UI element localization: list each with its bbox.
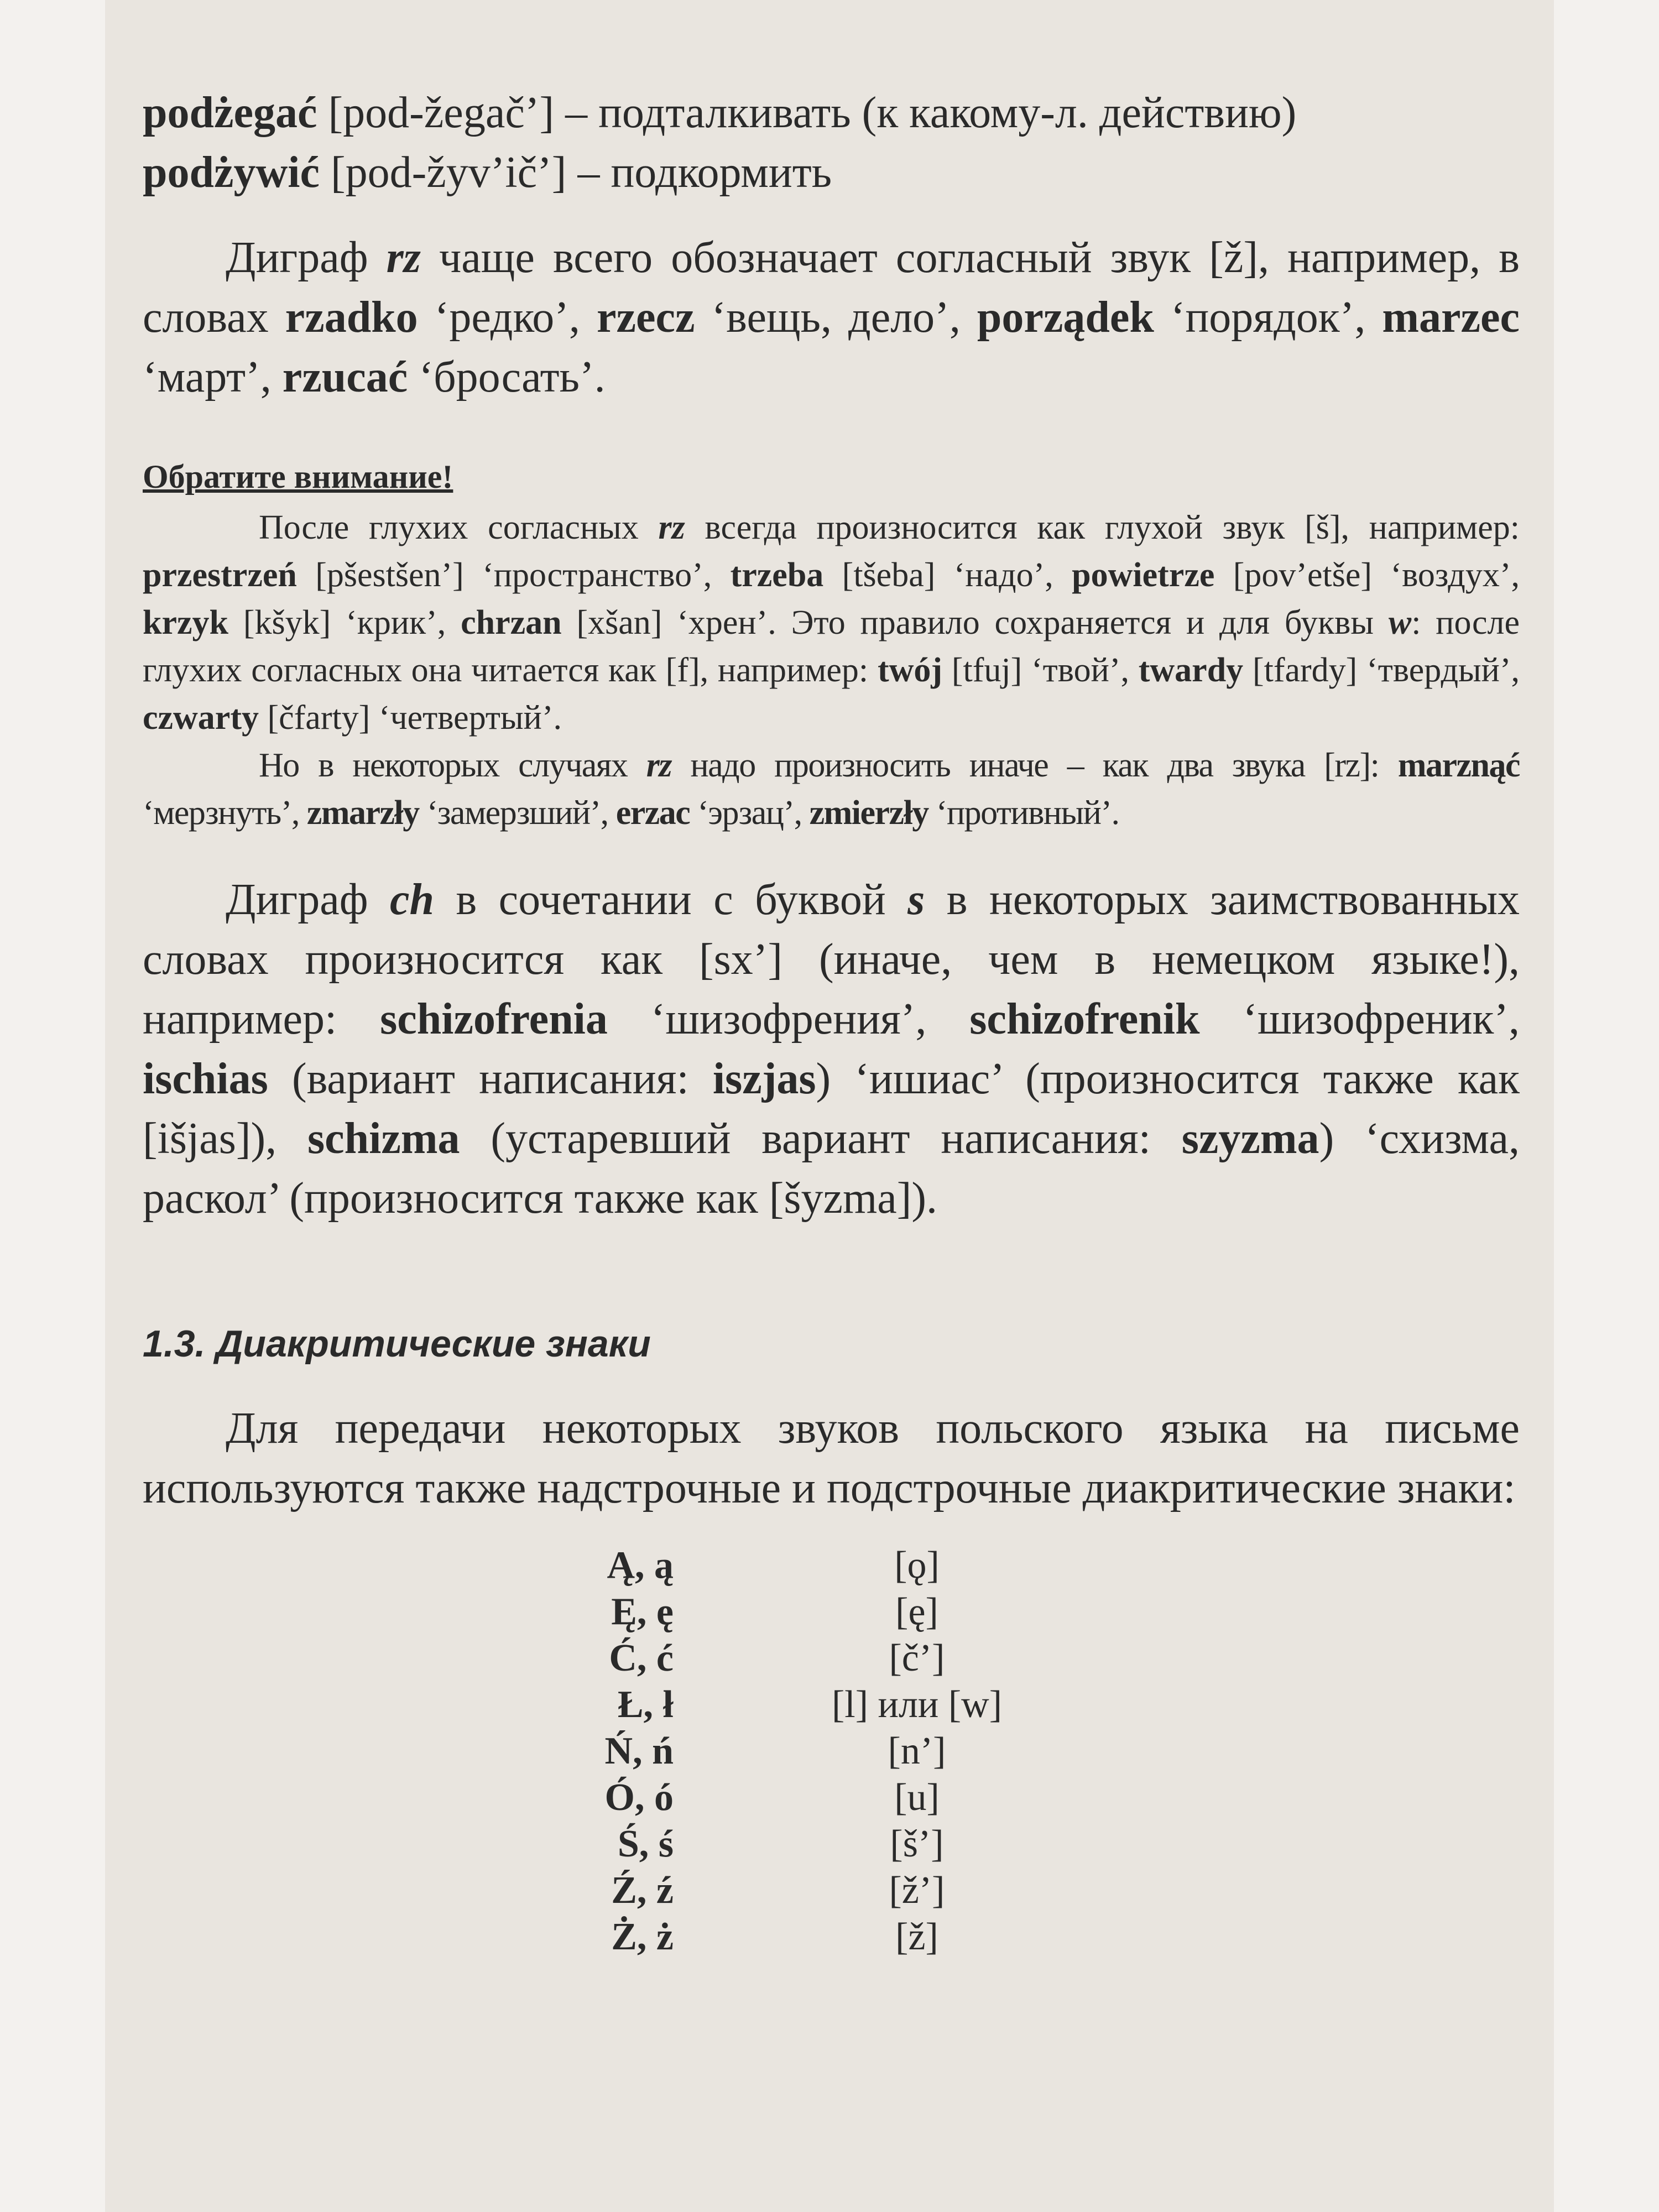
section-intro: Для передачи некоторых звуков польского языка на письме используются также надстрочные и подстрочные диакритические знаки: xyxy=(143,1404,1520,1512)
paragraph-ch: Диграф ch в сочетании с буквой s в некоторых заимствованных словах произносится как [sx’] (иначе, чем в немецком языке!), например: schizofrenia ‘шизофрения’, schizofrenik ‘шизофреник’, ischias (вариант написания: iszjas) ‘ишиас’ (произносится также как [išjas]), schizma (устаревший вариант написания: szyzma) ‘схизма, раскол’ (произносится также как [šyzma]). xyxy=(143,875,1520,1223)
letter-pair: Ą, ą xyxy=(607,1544,674,1587)
letter-pair: Ń, ń xyxy=(604,1730,674,1772)
text-column xyxy=(143,83,1520,1960)
table-row xyxy=(143,1821,1520,1867)
table-row xyxy=(143,1914,1520,1960)
sound-value: [n’] xyxy=(888,1730,946,1772)
table-row xyxy=(143,1682,1520,1728)
letter-pair: Ś, ś xyxy=(617,1823,674,1865)
note-paragraph-1: После глухих согласных rz всегда произносится как глухой звук [š], например: przestrzeń [pšestšen’] ‘пространство’, trzeba [tšeba] ‘надо’, powietrze [pov’etše] ‘воздух’, krzyk [kšyk] ‘крик’, chrzan [xšan] ‘хрен’. Это правило сохраняется и для буквы w: после глухих согласных она читается как [f], например: twój [tfuj] ‘твой’, twardy [tfardy] ‘твердый’, czwarty [čfarty] ‘четвертый’. xyxy=(143,509,1520,737)
table-row xyxy=(143,1542,1520,1589)
entry-line-1 xyxy=(143,83,1520,143)
table-row xyxy=(143,1728,1520,1775)
letter-pair: Ć, ć xyxy=(609,1637,674,1679)
table-row xyxy=(143,1589,1520,1635)
sound-value: [ǫ] xyxy=(894,1544,940,1587)
sound-value: [u] xyxy=(894,1776,940,1819)
entry-word: podżegać xyxy=(143,88,317,137)
letter-pair: Ę, ę xyxy=(611,1590,674,1633)
sound-value: [č’] xyxy=(889,1637,945,1679)
paragraph-rz: Диграф rz чаще всего обозначает согласный звук [ž], например, в словах rzadko ‘редко’, rzecz ‘вещь, дело’, porządek ‘порядок’, marzec ‘март’, rzucać ‘бросать’. xyxy=(143,233,1520,401)
sound-value: [š’] xyxy=(890,1823,944,1865)
sound-value: [l] или [w] xyxy=(831,1683,1003,1726)
table-row xyxy=(143,1775,1520,1821)
table-row xyxy=(143,1867,1520,1914)
entry-definition: [pod-žegač’] – подталкивать (к какому-л. действию) xyxy=(317,88,1297,137)
letter-pair: Ó, ó xyxy=(604,1776,674,1819)
letter-pair: Ź, ź xyxy=(611,1869,674,1912)
table-row xyxy=(143,1635,1520,1682)
note-title: Обратите внимание! xyxy=(143,458,453,495)
entry-word: podżywić xyxy=(143,148,320,197)
section-heading: 1.3. Диакритические знаки xyxy=(143,1323,651,1365)
sound-value: [ę] xyxy=(895,1590,938,1633)
entry-line-2 xyxy=(143,143,1520,202)
letter-pair: Ł, ł xyxy=(617,1683,674,1726)
page-margin-right xyxy=(1554,0,1659,2212)
letter-pair: Ż, ż xyxy=(611,1916,674,1958)
sound-value: [ž’] xyxy=(889,1869,945,1912)
note-paragraph-2: Но в некоторых случаях rz надо произносить иначе – как два звука [rz]: marznąć ‘мерзнуть’, zmarzły ‘замерзший’, erzac ‘эрзац’, zmierzły ‘противный’. xyxy=(143,747,1520,832)
sound-value: [ž] xyxy=(895,1916,938,1958)
diacritics-table xyxy=(143,1542,1520,1960)
page-margin-left xyxy=(0,0,105,2212)
entry-definition: [pod-žyv’ič’] – подкормить xyxy=(320,148,832,197)
